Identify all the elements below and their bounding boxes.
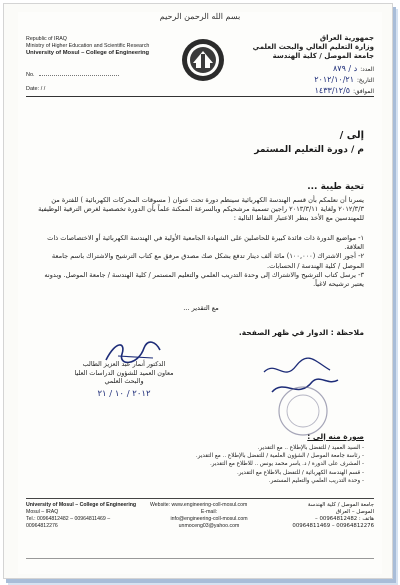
letter-thanks: مع التقدير ...: [183, 304, 219, 312]
no-label: No.: [26, 72, 35, 78]
letter-recipient: إلى /: [339, 130, 364, 141]
list-item: - قسم الهندسة الكهربائية / للتفضل بالاطلاع مع التقدير.: [236, 469, 364, 476]
ref-number-label: العدد:: [360, 67, 374, 73]
header-ar-country: جمهورية العراق: [319, 34, 374, 42]
footer-email-label: E-mail:: [200, 509, 218, 515]
header-ar-ministry: وزارة التعليم العالي والبحث العلمي: [252, 43, 374, 51]
list-item: - وحدة التدريب العلمي والتعليم المستمر.: [268, 477, 364, 484]
ref-date-label: التاريخ:: [356, 78, 374, 84]
ref-hijri-value: ١٤٣٣/١٢/٥: [314, 86, 351, 95]
footer-ar-phone-2: 00964812276 – 00964811469: [292, 523, 374, 529]
footer-ar-university: جامعة الموصل / كلية الهندسة: [307, 502, 374, 508]
list-item: ١- مواضيع الدورة ذات فائدة كبيرة للحاصلين على الشهادة الجامعية الأولية في الهندسة الكهربائية أو الاختصاصات ذات العلاقة.: [47, 234, 364, 252]
footer-website[interactable]: Website: www.engineering-coll-mosul.com: [150, 502, 248, 508]
letter-note: ملاحظة : الدوار في ظهر الصفحة.: [238, 328, 364, 337]
copies-list: [38, 444, 364, 485]
list-item: - المشرف على الدورة / د. ياسر محمد يونس .. للاطلاع مع التقدير.: [209, 461, 364, 468]
footer-city: Mosul – IRAQ: [26, 509, 59, 515]
footer-email-1[interactable]: info@engineering-coll-mosul.com: [170, 516, 248, 522]
header-university: University of Mosul – College of Engineering: [26, 50, 150, 56]
footer-university: University of Mosul – College of Engineering: [26, 502, 137, 508]
header-ministry: Ministry of Higher Education and Scientific Research: [26, 43, 150, 49]
signatory-title: معاون العميد للشؤون الدراسات العليا: [74, 368, 174, 377]
letter-body: يسرنا أن نعلمكم بأن قسم الهندسة الكهربائية سينظم دورة تحت عنوان ( مسوقات المحركات الكهربائية ) للفترة من ٢٠١٢/٣/٣ ولغاية ٢٠١٣/٣/١١ راجين تسمية مرشحيكم وبالسرعة الممكنة علماً بأن الدورة تخصصية لغرض الترقية الوظيفية للمهندسين مع الأخذ بنظر الاعتبار النقاط التالية :: [38, 196, 364, 223]
footer-phone-2: 00964812276: [26, 523, 58, 529]
copies-title: صورة منه إلى :: [307, 432, 364, 441]
list-item: - رئاسة جامعة الموصل / الشؤون العلمية / للتفضل بالإطلاع .. مع التقدير.: [195, 453, 364, 460]
signature-block: [64, 360, 184, 398]
footer-email-2[interactable]: unmoceng03@yahoo.com: [178, 523, 240, 529]
footer-ar-city: الموصل – العراق: [335, 509, 374, 515]
list-item: - السيد العميد / للتفضل بالإطلاع .. مع التقدير.: [257, 445, 364, 451]
signatory-name: الدكتور أنمار عبد العزيز الطالب: [82, 360, 166, 368]
ref-number-value: د / ٨٧٩: [333, 64, 358, 73]
list-item: ٢- أجور الاشتراك (١٠٠,٠٠٠) مائة ألف دينار تدفع بشكل صك مصدق مرفق مع كتاب الترشيح والاشتراك باسم جامعة الموصل / كلية الهندسة / الحسابات.: [51, 252, 364, 270]
footer-contact: [150, 502, 268, 530]
letter-greeting: تحية طيبة ...: [307, 182, 364, 192]
no-field: [39, 75, 119, 76]
footer-divider: [26, 498, 374, 499]
reference-english: [26, 68, 176, 96]
signature-date: ٢٠١٢ / ١٠ / ٢١: [97, 388, 151, 399]
letter-points: [38, 234, 364, 289]
footer-arabic: [274, 502, 374, 530]
document-frame: [3, 3, 393, 579]
date-label: Date:: [26, 86, 40, 92]
header-arabic: [246, 34, 374, 61]
reference-arabic: [244, 64, 374, 97]
letter-subject: م / دورة التعليم المستمر: [254, 145, 364, 155]
basmala: بسم الله الرحمن الرحيم: [159, 12, 241, 21]
list-item: ٣- يرسل كتاب الترشيح والاشتراك إلى وحدة التدريب العلمي والتعليم المستمر / كلية الهندسة / جامعة الموصل. وبدونه يعتبر ترشيحه لاغياً.: [44, 270, 364, 289]
stamp-icon: [276, 384, 330, 438]
footer-ar-phone: هاتف : 00964812482 –: [315, 516, 374, 522]
header-ar-university: جامعة الموصل / كلية الهندسة: [272, 52, 374, 60]
footer-phone: Tel.: 00964812482 – 00964811469 –: [26, 516, 111, 522]
date-value: / /: [40, 86, 46, 92]
header-english: [26, 36, 176, 57]
university-logo-icon: [180, 37, 226, 83]
ref-date-value: ٢٠١٢/١٠/٢١: [314, 75, 354, 84]
header-country: Republic of IRAQ: [26, 36, 67, 42]
letter-page: [18, 12, 382, 574]
footer-english: [26, 502, 146, 530]
header-divider: [26, 96, 374, 97]
footer-bottom-divider: [26, 558, 374, 559]
ref-hijri-label: الموافق:: [353, 89, 374, 95]
signatory-title-2: والبحث العلمي: [104, 377, 144, 386]
